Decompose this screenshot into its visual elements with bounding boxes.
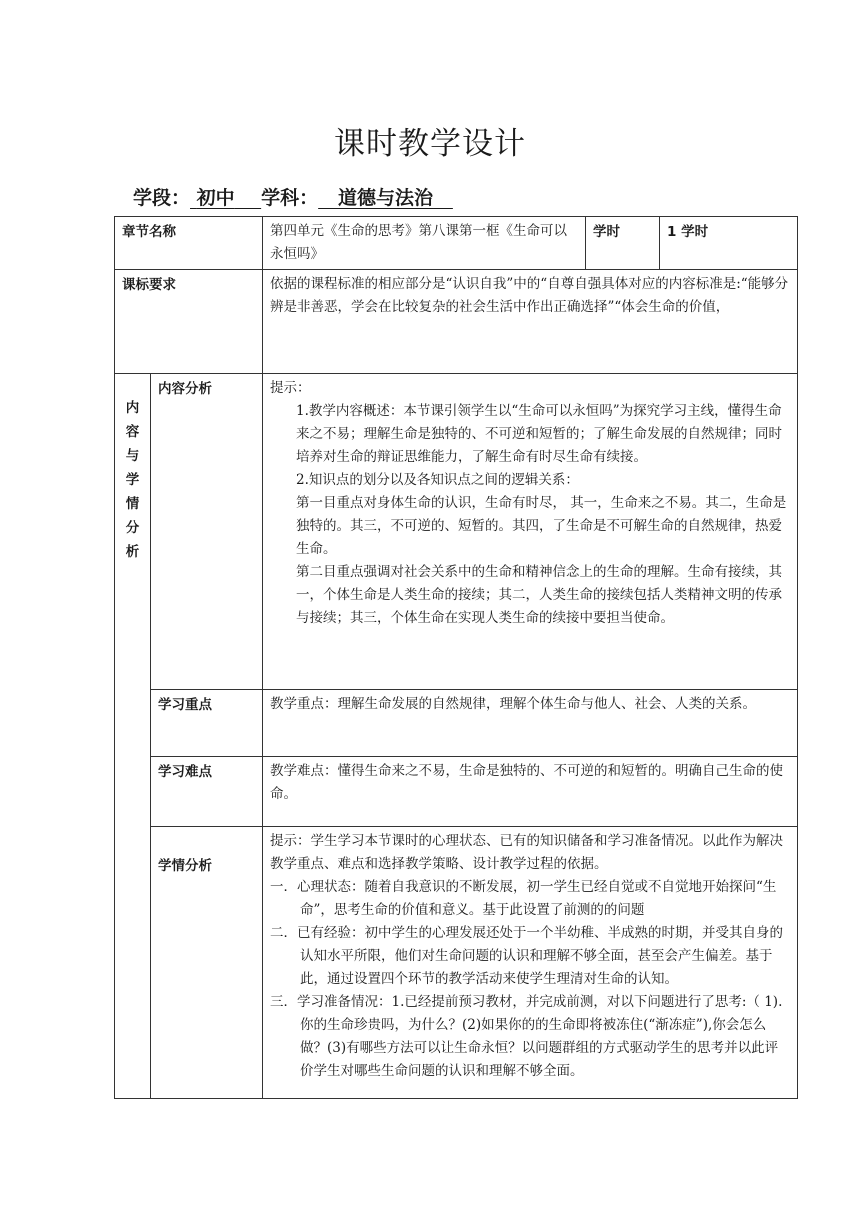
standard-label: 课标要求: [115, 270, 263, 374]
chapter-label: 章节名称: [115, 217, 263, 270]
chapter-row: [115, 217, 798, 270]
lesson-design-table: [114, 216, 798, 1099]
key-points-label: 学习重点: [151, 690, 263, 757]
chapter-value: 第四单元《生命的思考》第八课第一框《生命可以永恒吗》: [263, 217, 586, 270]
content-paragraph-1: 1.教学内容概述：本节课引领学生以“生命可以永恒吗”为探究学习主线，懂得生命来之不易；理解生命是独特的、不可逆和短暂的；了解生命发展的自然规律；同时培养对生命的辩证思维能力，了解生命有时尽生命有续接。: [296, 403, 782, 465]
meta-line: [133, 183, 453, 210]
group-label: 内 容 与 学 情 分 析: [115, 374, 151, 1099]
learner-item-3: 三．学习准备情况：1.已经提前预习教材，并完成前测，对以下问题进行了思考:（ 1).你的生命珍贵吗，为什么？(2)如果你的的生命即将被冻住(“渐冻症”),你会怎么做？(3)有哪些方法可以让生命永恒？以问题群组的方式驱动学生的思考并以此评价学生对哪些生命问题的认识和理解不够全面。: [270, 994, 783, 1079]
learner-analysis-label: 学情分析: [151, 827, 263, 1099]
difficulties-text: 教学难点：懂得生命来之不易，生命是独特的、不可逆的和短暂的。明确自己生命的使命。: [263, 757, 798, 827]
hours-label: 学时: [586, 217, 660, 270]
learner-analysis-row: [115, 827, 798, 1099]
subject-value: 道德与法治: [338, 187, 434, 209]
standard-text: 依据的课程标准的相应部分是“认识自我”中的“自尊自强具体对应的内容标准是:“能够分辨是非善恶，学会在比较复杂的社会生活中作出正确选择”“体会生命的价值，: [263, 270, 798, 374]
difficulties-row: [115, 757, 798, 827]
learner-analysis-text: [263, 827, 798, 1099]
standard-row: [115, 270, 798, 374]
content-hint: 提示：: [270, 380, 311, 396]
key-points-row: [115, 690, 798, 757]
stage-label: 学段：: [133, 187, 191, 209]
learner-item-1: 一．心理状态：随着自我意识的不断发展，初一学生已经自觉或不自觉地开始探问“生命”，思考生命的价值和意义。基于此设置了前测的的问题: [270, 879, 777, 918]
content-analysis-row: [115, 374, 798, 690]
difficulties-label: 学习难点: [151, 757, 263, 827]
content-analysis-text: [263, 374, 798, 690]
content-analysis-label: 内容分析: [151, 374, 263, 690]
subject-label: 学科：: [261, 187, 319, 209]
learner-item-2: 二．已有经验：初中学生的心理发展还处于一个半幼稚、半成熟的时期，并受其自身的认知水平所限，他们对生命问题的认识和理解不够全面，甚至会产生偏差。基于此，通过设置四个环节的教学活动来使学生理清对生命的认知。: [270, 925, 783, 987]
content-paragraph-4: 第二目重点强调对社会关系中的生命和精神信念上的生命的理解。生命有接续，其一，个体生命是人类生命的接续；其二，人类生命的接续包括人类精神文明的传承与接续；其三，个体生命在实现人类生命的续接中要担当使命。: [296, 564, 782, 626]
stage-value: 初中: [196, 187, 235, 209]
key-points-text: 教学重点：理解生命发展的自然规律，理解个体生命与他人、社会、人类的关系。: [263, 690, 798, 757]
content-paragraph-2: 2.知识点的划分以及各知识点之间的逻辑关系：: [296, 472, 579, 488]
learner-hint: 提示：学生学习本节课时的心理状态、已有的知识储备和学习准备情况。以此作为解决教学重点、难点和选择教学策略、设计教学过程的依据。: [270, 833, 783, 872]
page-title: 课时教学设计: [334, 126, 526, 162]
hours-value: 1 学时: [660, 217, 798, 270]
content-paragraph-3: 第一目重点对身体生命的认识，生命有时尽， 其一，生命来之不易。其二，生命是独特的。其三，不可逆的、短暂的。其四，了生命是不可解生命的自然规律，热爱生命。: [296, 495, 787, 557]
